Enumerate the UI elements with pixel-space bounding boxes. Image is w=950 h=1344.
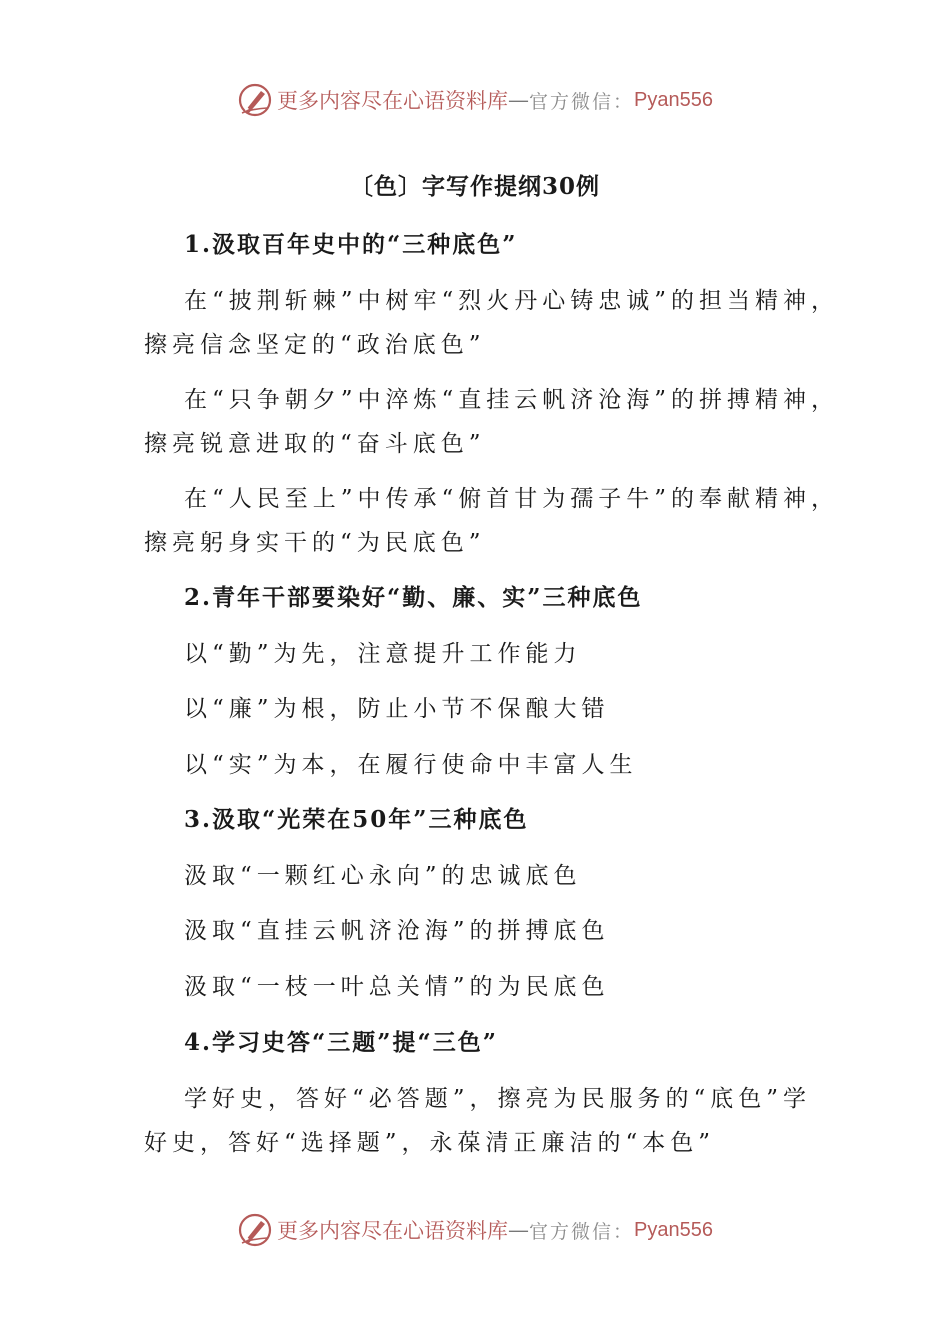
banner-text: 更多内容尽在心语资料库 (277, 89, 508, 113)
paragraph-line: 在“披荆斩棘”中树牢“烈火丹心铸忠诚”的担当精神， (184, 288, 840, 314)
banner-wechat-id: Pyan556 (634, 1218, 713, 1241)
paragraph-line: 在“人民至上”中传承“俯首甘为孺子牛”的奉献精神， (184, 486, 840, 512)
paragraph-line: 以“勤”为先，注意提升工作能力 (184, 641, 582, 667)
banner-dash: — (508, 1218, 529, 1242)
footer-banner (0, 1210, 950, 1250)
paragraph-line: 擦亮锐意进取的“奋斗底色” (144, 431, 486, 457)
banner-wechat-label: 官方微信： (529, 90, 635, 113)
paragraph-line: 擦亮躬身实干的“为民底色” (144, 530, 486, 556)
paragraph-line: 汲取“一颗红心永向”的忠诚底色 (184, 863, 582, 889)
section-heading-4: 4.学习史答“三题”提“三色” (184, 1029, 498, 1056)
paragraph-line: 汲取“一枝一叶总关情”的为民底色 (184, 974, 610, 1000)
header-banner (0, 80, 950, 120)
paragraph-line: 学好史，答好“必答题”，擦亮为民服务的“底色”学 (184, 1086, 812, 1112)
banner-dash: — (508, 88, 529, 112)
document-title: 〔色〕字写作提纲30例 (349, 173, 600, 200)
section-heading-1: 1.汲取百年史中的“三种底色” (184, 231, 518, 258)
paragraph-line: 汲取“直挂云帆济沧海”的拼搏底色 (184, 918, 610, 944)
paragraph-line: 以“廉”为根，防止小节不保酿大错 (184, 696, 610, 722)
paragraph-line: 在“只争朝夕”中淬炼“直挂云帆济沧海”的拼搏精神， (184, 387, 840, 413)
section-heading-3: 3.汲取“光荣在50年”三种底色 (184, 806, 529, 833)
section-heading-2: 2.青年干部要染好“勤、廉、实”三种底色 (184, 584, 643, 611)
banner-text: 更多内容尽在心语资料库 (277, 1219, 508, 1243)
banner-wechat-label: 官方微信： (529, 1220, 635, 1243)
paragraph-line: 以“实”为本，在履行使命中丰富人生 (184, 752, 638, 778)
paragraph-line: 擦亮信念坚定的“政治底色” (144, 332, 486, 358)
pen-in-circle-icon (237, 82, 273, 118)
pen-in-circle-icon (237, 1212, 273, 1248)
paragraph-line: 好史，答好“选择题”，永葆清正廉洁的“本色” (144, 1130, 716, 1156)
banner-wechat-id: Pyan556 (634, 88, 713, 111)
